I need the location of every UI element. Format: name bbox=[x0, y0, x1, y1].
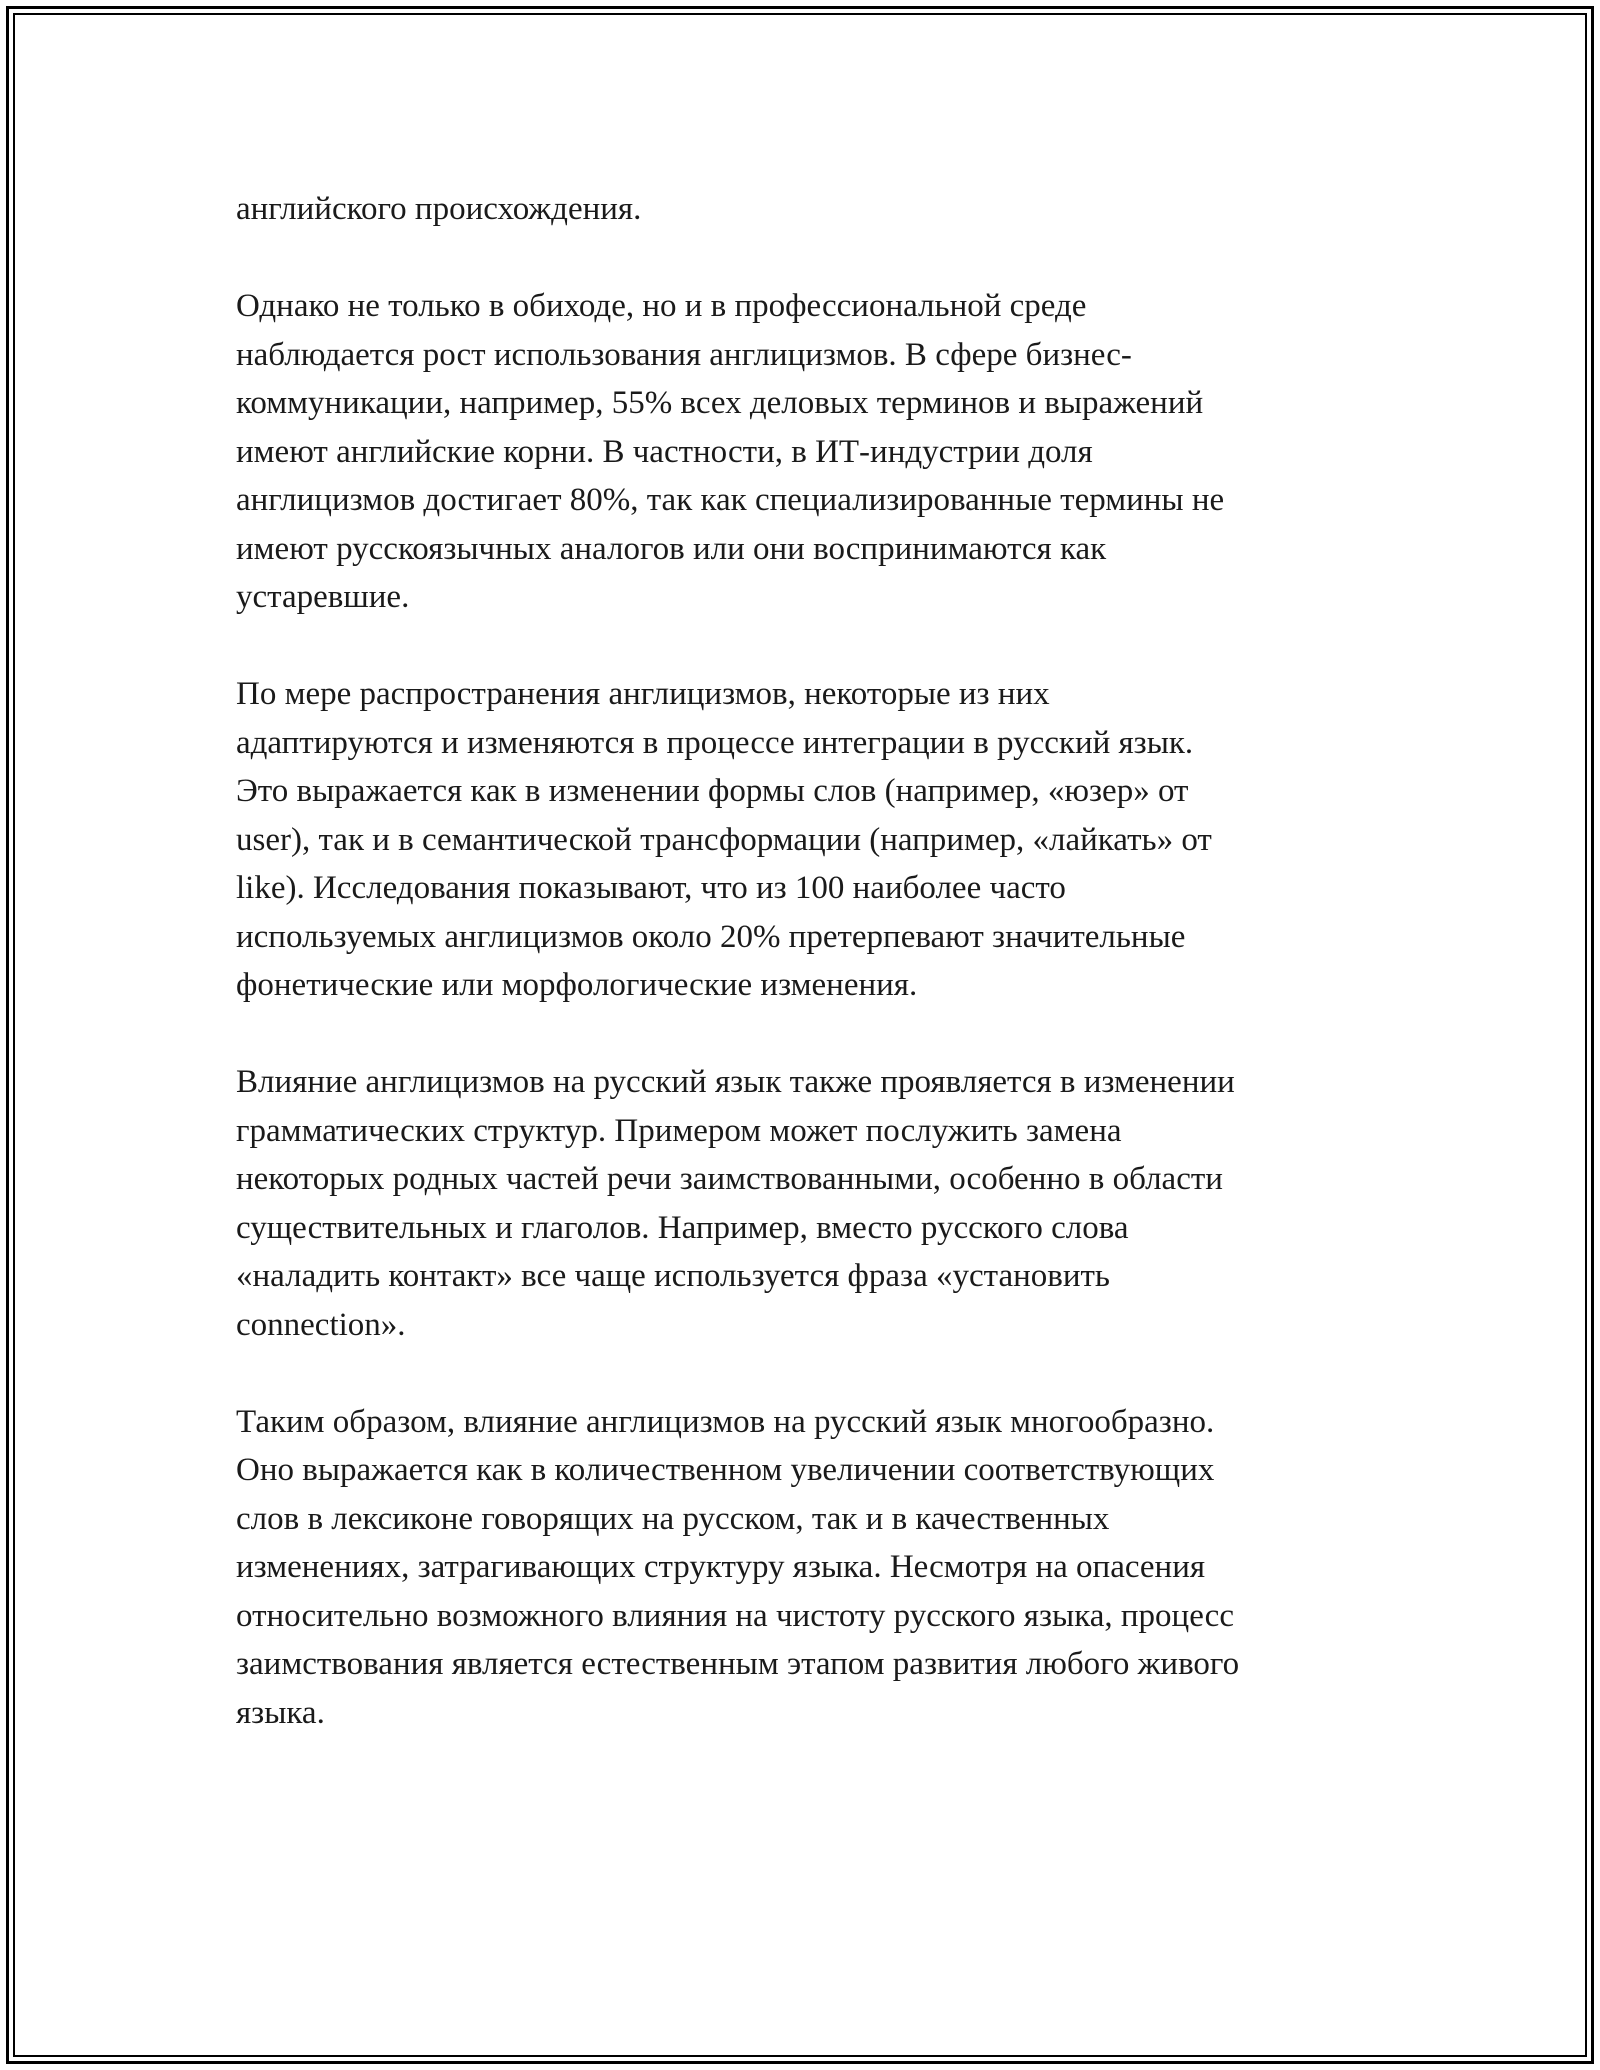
text-line: По мере распространения англицизмов, некоторые из них bbox=[236, 676, 1050, 712]
text-line: слов в лексиконе говорящих на русском, так и в качественных bbox=[236, 1500, 1110, 1537]
text-line: Влияние англицизмов на русский язык также проявляется в изменении bbox=[236, 1064, 1235, 1100]
text-line: грамматических структур. Примером может послужить замена bbox=[236, 1112, 1122, 1149]
text-line: используемых англицизмов около 20% претерпевают значительные bbox=[236, 918, 1186, 955]
text-line: user), так и в семантической трансформации (например, «лайкать» от bbox=[236, 821, 1212, 858]
text-line: фонетические или морфологические изменения. bbox=[236, 967, 918, 1003]
text-line: существительных и глаголов. Например, вместо русского слова bbox=[236, 1209, 1129, 1246]
text-line: относительно возможного влияния на чистоту русского языка, процесс bbox=[236, 1597, 1234, 1634]
text-line: устаревшие. bbox=[236, 579, 410, 615]
text-line: коммуникации, например, 55% всех деловых терминов и выражений bbox=[236, 385, 1204, 421]
paragraph-3 bbox=[236, 670, 1376, 1010]
text-line: адаптируются и изменяются в процессе интеграции в русский язык. bbox=[236, 724, 1194, 761]
text-line: заимствования является естественным этапом развития любого живого bbox=[236, 1646, 1240, 1682]
paragraph-2 bbox=[236, 282, 1376, 622]
text-line: языка. bbox=[236, 1694, 325, 1731]
paragraph-5 bbox=[236, 1398, 1376, 1738]
text-line: некоторых родных частей речи заимствованными, особенно в области bbox=[236, 1161, 1223, 1197]
text-line: Однако не только в обиходе, но и в профессиональной среде bbox=[236, 288, 1087, 324]
text-line: изменениях, затрагивающих структуру языка. Несмотря на опасения bbox=[236, 1549, 1206, 1585]
text-line: имеют русскоязычных аналогов или они воспринимаются как bbox=[236, 530, 1107, 567]
text-line: Таким образом, влияние англицизмов на русский язык многообразно. bbox=[236, 1403, 1215, 1440]
text-line: connection». bbox=[236, 1306, 406, 1343]
text-line: английского происхождения. bbox=[236, 191, 642, 227]
text-line: англицизмов достигает 80%, так как специализированные термины не bbox=[236, 482, 1225, 518]
paragraph-1 bbox=[236, 185, 1376, 234]
document-body bbox=[236, 185, 1376, 1786]
text-line: имеют английские корни. В частности, в ИТ-индустрии доля bbox=[236, 433, 1093, 470]
paragraph-4 bbox=[236, 1058, 1376, 1349]
text-line: «наладить контакт» все чаще используется фраза «установить bbox=[236, 1258, 1110, 1294]
text-line: Это выражается как в изменении формы слов (например, «юзер» от bbox=[236, 773, 1189, 809]
text-line: like). Исследования показывают, что из 100 наиболее часто bbox=[236, 870, 1066, 906]
text-line: Оно выражается как в количественном увеличении соответствующих bbox=[236, 1452, 1215, 1488]
text-line: наблюдается рост использования англицизмов. В сфере бизнес- bbox=[236, 336, 1132, 373]
